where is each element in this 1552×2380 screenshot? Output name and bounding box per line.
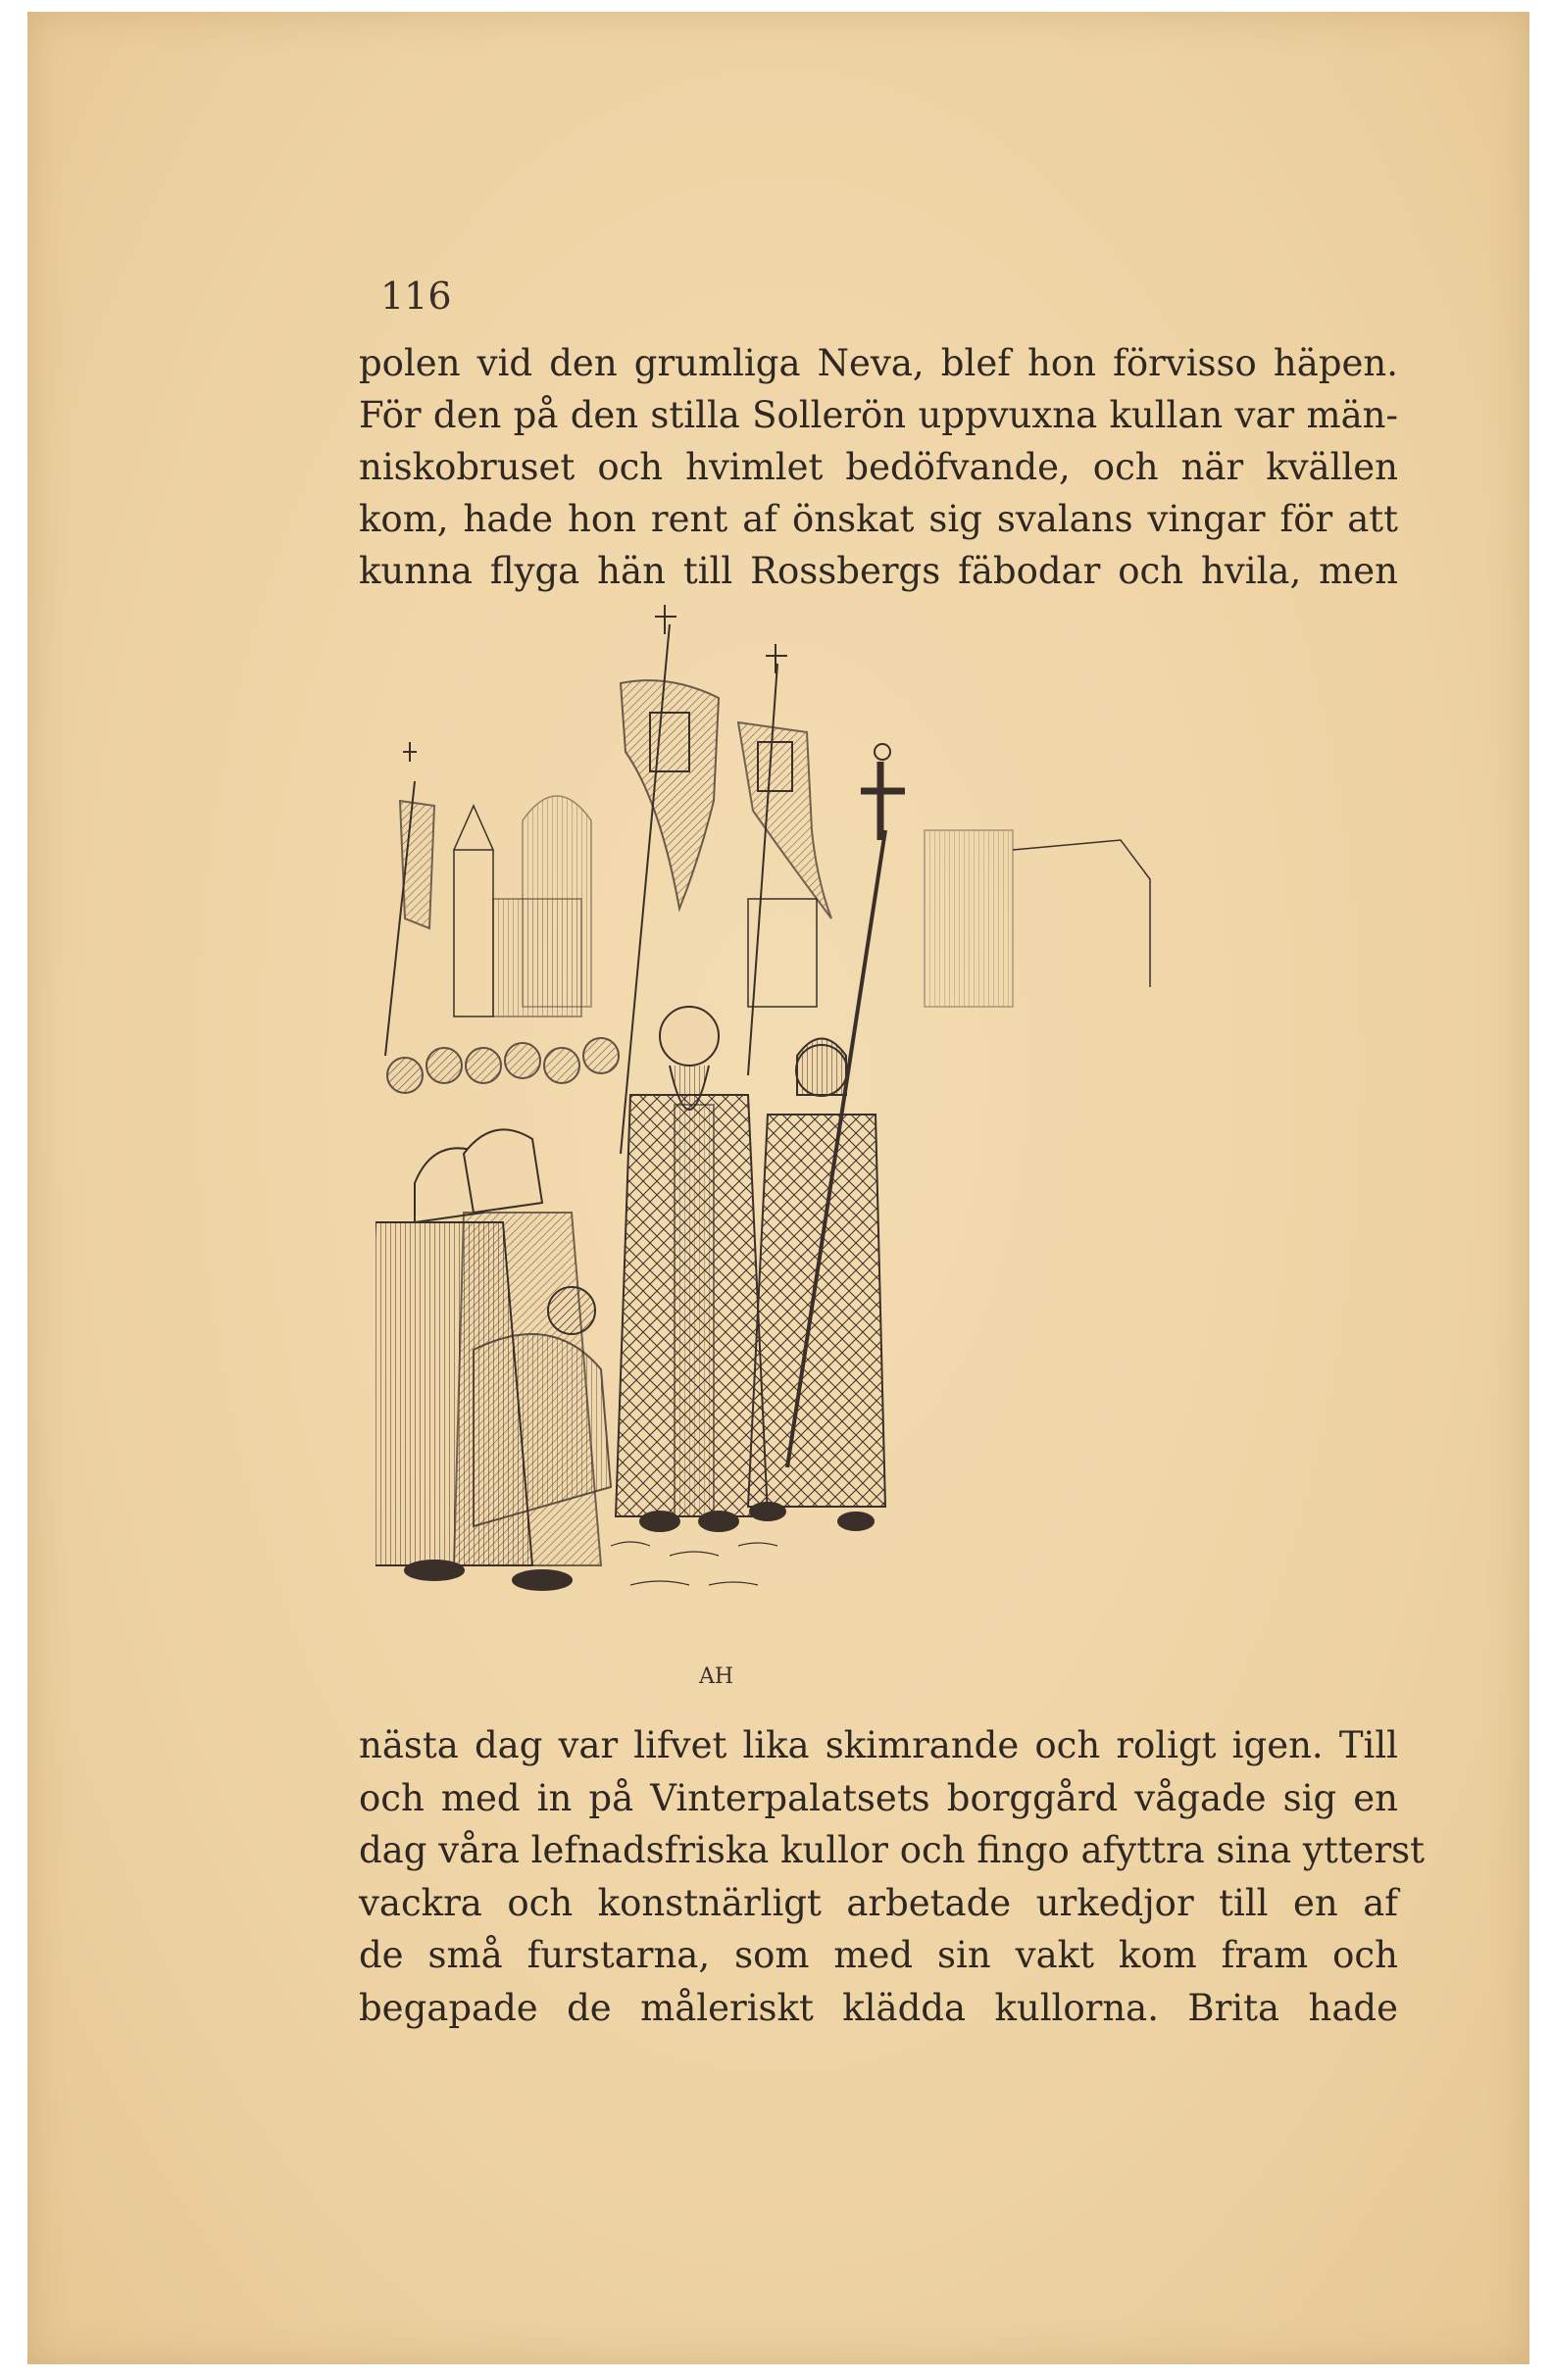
text-line: begapade de måleriskt klädda kullorna. Brita hade [359, 1986, 1398, 2029]
left-banner [385, 742, 434, 1056]
text-line: kunna flyga hän till Rossbergs fäbodar och hvila, men [359, 550, 1398, 592]
text-line: För den på den stilla Sollerön uppvuxna kullan var män- [359, 394, 1398, 436]
text-line: vackra och konstnärligt arbetade urkedjor till en af [359, 1881, 1398, 1924]
procession-illustration [375, 605, 1400, 1727]
text-line: polen vid den grumliga Neva, blef hon förvisso häpen. [359, 342, 1398, 384]
text-line: niskobruset och hvimlet bedöfvande, och när kvällen [359, 446, 1398, 488]
text-line: kom, hade hon rent af önskat sig svalans vingar för att [359, 498, 1398, 540]
text-line: nästa dag var lifvet lika skimrande och roligt igen. Till [359, 1724, 1398, 1766]
priest-figure [616, 1007, 768, 1531]
book-page [27, 12, 1529, 2364]
top-paragraph [359, 337, 1398, 597]
bottom-paragraph [359, 1719, 1426, 2034]
women-figures [375, 1129, 601, 1590]
page-number: 116 [380, 274, 452, 318]
right-banner [738, 644, 831, 1075]
crowd [387, 1038, 619, 1093]
acolyte-figure [748, 1039, 885, 1531]
cobblestones [611, 1542, 777, 1585]
text-line: de små furstarna, som med sin vakt kom fram och [359, 1934, 1398, 1976]
artist-signature: AH [699, 1664, 734, 1689]
text-line: dag våra lefnadsfriska kullor och fingo afyttra sina ytterst [359, 1829, 1426, 1871]
text-line: och med in på Vinterpalatsets borggård vågade sig en [359, 1776, 1398, 1819]
